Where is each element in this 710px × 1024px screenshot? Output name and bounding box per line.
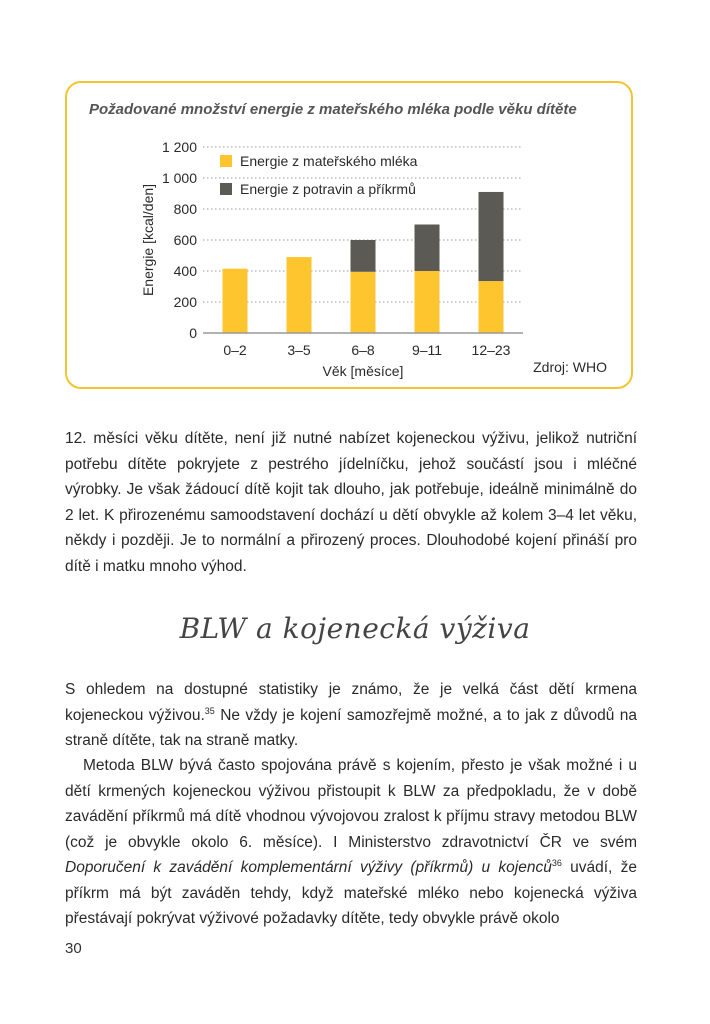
y-tick-label: 400 bbox=[173, 263, 197, 279]
legend-label: Energie z potravin a příkrmů bbox=[240, 181, 416, 197]
figure-source: Zdroj: WHO bbox=[533, 359, 607, 375]
bar-segment bbox=[479, 192, 504, 281]
bar-segment bbox=[287, 257, 312, 333]
x-tick-label: 6–8 bbox=[351, 342, 375, 358]
paragraph-breastfeeding-duration: 12. měsíci věku dítěte, není již nutné nabízet kojeneckou výživu, jelikož nutriční potřebu dítěte pokryjete z pestrého jídelníčku, jehož součástí jsou i mléčné výrobky. Je však žádoucí dítě kojit tak dlouho, jak potřebuje, ideálně minimálně do 2 let. K přirozenému samoodstavení dochází u dětí obvykle až kolem 3–4 let věku, někdy i později. Je to normální a přirozený proces. Dlouhodobé kojení přináší pro dítě i matku mnoho výhod. bbox=[65, 430, 637, 575]
section-heading: BLW a kojenecká výživa bbox=[179, 612, 531, 645]
paragraph-blw-formula bbox=[65, 753, 637, 932]
paragraph-text: S ohledem na dostupné statistiky je známo, že je velká část dětí krmena kojeneckou výživou. bbox=[65, 681, 637, 724]
legend-label: Energie z mateřského mléka bbox=[240, 153, 418, 169]
x-axis-label: Věk [měsíce] bbox=[322, 363, 404, 379]
footnote-ref: 36 bbox=[551, 857, 562, 868]
x-tick-label: 0–2 bbox=[223, 342, 247, 358]
y-tick-label: 600 bbox=[173, 232, 197, 248]
footnote-ref: 35 bbox=[204, 705, 215, 716]
x-tick-label: 3–5 bbox=[287, 342, 311, 358]
energy-chart bbox=[67, 83, 631, 387]
legend-swatch bbox=[220, 155, 232, 167]
bar-segment bbox=[479, 281, 504, 333]
legend-swatch bbox=[220, 183, 232, 195]
paragraph-text: Metoda BLW bývá často spojována právě s kojením, přesto je však možné i u dětí krmených kojeneckou výživou přistoupit k BLW za předpokladu, že v době zavádění příkrmů má dítě vhodnou vývojovou zralost k příjmu stravy metodou BLW (což je obvykle okolo 6. měsíce). I Ministerstvo zdravotnictví ČR ve svém bbox=[65, 757, 637, 851]
figure-box bbox=[65, 81, 633, 389]
x-tick-label: 9–11 bbox=[411, 342, 443, 358]
y-tick-label: 800 bbox=[173, 201, 197, 217]
y-tick-label: 1 000 bbox=[161, 170, 197, 186]
paragraph-text: uvádí, že příkrm má být zaváděn tehdy, když mateřské mléko nebo kojenecká výživa přestávají pokrývat výživové požadavky dítěte, tedy obvykle právě okolo bbox=[65, 859, 637, 927]
figure-title: Požadované množství energie z mateřského mléka podle věku dítěte bbox=[89, 101, 577, 118]
document-title-italic: Doporučení k zavádění komplementární výživy (příkrmů) u kojenců bbox=[65, 859, 552, 876]
page-number: 30 bbox=[65, 940, 82, 957]
y-tick-label: 200 bbox=[173, 294, 197, 310]
y-tick-label: 0 bbox=[189, 325, 197, 341]
bar-segment bbox=[223, 269, 248, 333]
paragraph-text: Ne vždy je kojení samozřejmě možné, a to jak z důvodů na straně dítěte, tak na straně matky. bbox=[65, 706, 637, 749]
bar-segment bbox=[351, 272, 376, 333]
y-tick-label: 1 200 bbox=[161, 139, 197, 155]
bar-segment bbox=[351, 240, 376, 272]
bar-segment bbox=[415, 225, 440, 272]
y-axis-label: Energie [kcal/den] bbox=[140, 183, 156, 297]
bar-segment bbox=[415, 271, 440, 333]
x-tick-label: 12–23 bbox=[471, 342, 511, 358]
paragraph-formula-statistics bbox=[65, 677, 637, 754]
